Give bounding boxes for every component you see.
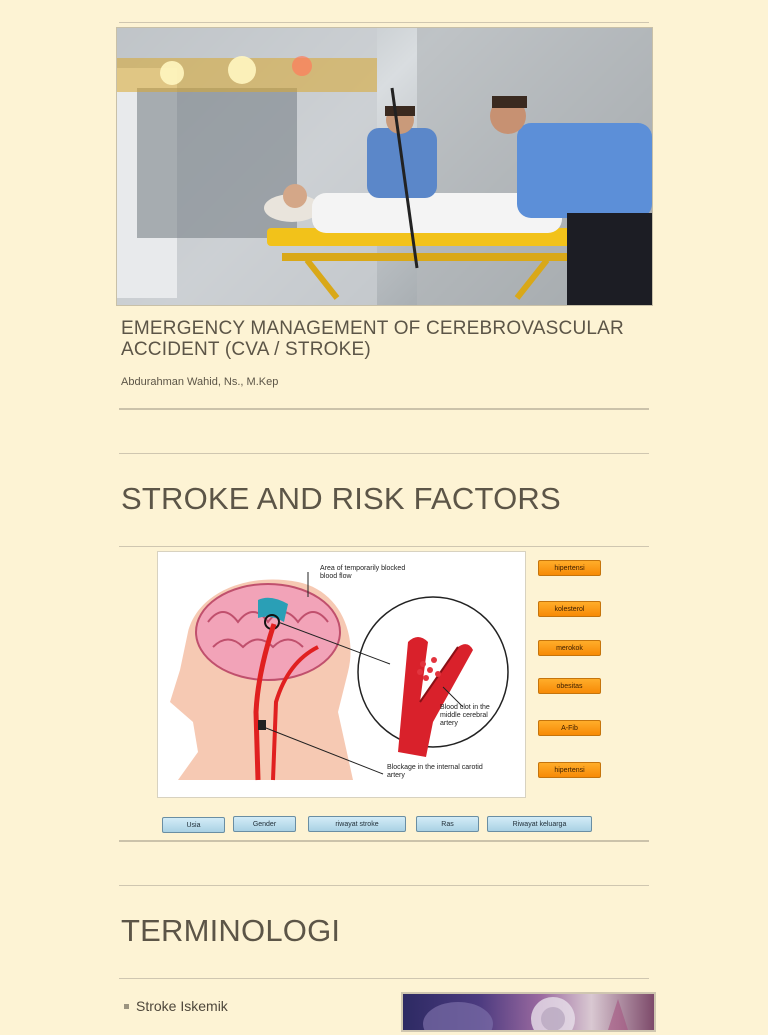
slide1-author: Abdurahman Wahid, Ns., M.Kep — [121, 376, 279, 388]
label-blood-clot: Blood clot in the middle cerebral artery — [440, 704, 490, 727]
risk-factor-button[interactable]: hipertensi — [538, 560, 601, 576]
slide2-title: STROKE AND RISK FACTORS — [121, 481, 561, 516]
risk-factor-button[interactable]: obesitas — [538, 678, 601, 694]
slide2-title-divider — [119, 546, 649, 547]
risk-factor-button[interactable]: merokok — [538, 640, 601, 656]
risk-factor-button[interactable]: riwayat stroke — [308, 816, 406, 832]
slide3-title-divider — [119, 978, 649, 979]
slide3-top-divider — [119, 885, 649, 886]
bullet-text: Stroke Iskemik — [136, 998, 228, 1014]
slide2-bottom-divider — [119, 840, 649, 842]
risk-factor-button[interactable]: Riwayat keluarga — [487, 816, 592, 832]
stroke-anatomy-diagram — [157, 551, 526, 798]
risk-factor-button[interactable]: Gender — [233, 816, 296, 832]
slide1-title: EMERGENCY MANAGEMENT OF CEREBROVASCULAR ACCIDENT (CVA / STROKE) — [121, 318, 624, 360]
hero-illustration — [117, 28, 652, 305]
label-blockage: Blockage in the internal carotid artery — [387, 764, 483, 779]
risk-factor-button[interactable]: Usia — [162, 817, 225, 833]
slide2-top-divider — [119, 453, 649, 454]
slide3-title: TERMINOLOGI — [121, 913, 341, 948]
ambulance-stretcher-photo — [116, 27, 653, 306]
bullet-item — [124, 998, 228, 1014]
slide1-bottom-divider — [119, 408, 649, 410]
brain-scan-illustration — [403, 994, 654, 1030]
label-blocked-area: Area of temporarily blocked blood flow — [320, 565, 406, 580]
bullet-marker — [124, 1004, 129, 1009]
risk-factor-button[interactable]: A-Fib — [538, 720, 601, 736]
risk-factor-button[interactable]: Ras — [416, 816, 479, 832]
brain-artery-illustration — [158, 552, 525, 797]
top-divider — [119, 22, 649, 23]
risk-factor-button[interactable]: hipertensi — [538, 762, 601, 778]
terminology-image — [401, 992, 656, 1032]
risk-factor-button[interactable]: kolesterol — [538, 601, 601, 617]
